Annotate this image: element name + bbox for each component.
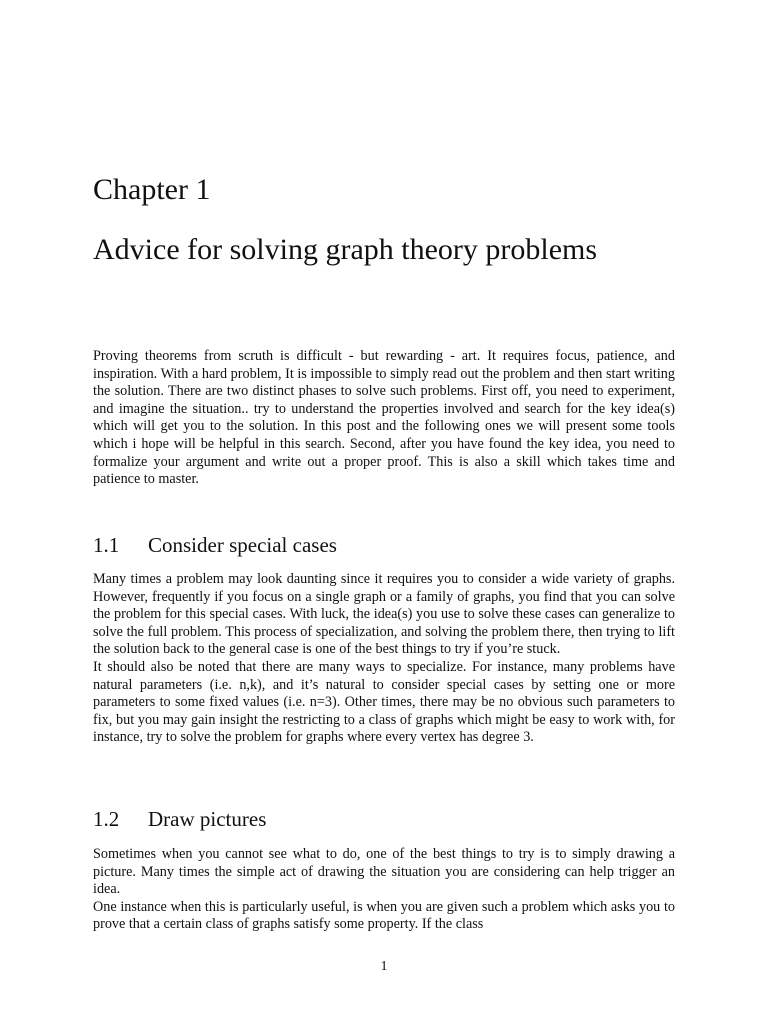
section-heading-1-1 [93,532,337,558]
intro-paragraph-block [93,348,675,489]
paragraph: One instance when this is particularly useful, is when you are given such a problem which asks you to prove that a certain class of graphs satisfy some property. If the class [93,898,675,933]
section-number: 1.2 [93,807,120,831]
page-number: 1 [380,959,388,974]
section-title: Draw pictures [148,807,267,831]
chapter-label: Chapter 1 [93,173,211,206]
paragraph: It should also be noted that there are many ways to specialize. For instance, many problems have natural parameters (i.e. n,k), and it’s natural to consider special cases by setting one or more parameters to some fixed values (i.e. n=3). Other times, there may be no obvious such parameters to fix, but you may gain insight the restricting to a class of graphs which might be easy to work with, for instance, try to solve the problem for graphs where every vertex has degree 3. [93,658,675,746]
paragraph: Sometimes when you cannot see what to do, one of the best things to try is to simply drawing a picture. Many times the simple act of drawing the situation you are considering can help trigger an idea. [93,846,675,898]
section-1-1-body [93,571,675,747]
intro-paragraph: Proving theorems from scruth is difficult - but rewarding - art. It requires focus, patience, and inspiration. With a hard problem, It is impossible to simply read out the problem and then start writing the solution. There are two distinct phases to solve such problems. First off, you need to experiment, and imagine the situation.. try to understand the properties involved and search for the key idea(s) which will get you to the solution. In this post and the following ones we will present some tools which i hope will be helpful in this search. Second, after you have found the key idea, you need to formalize your argument and write out a proper proof. This is also a skill which takes time and patience to master. [93,348,675,488]
paragraph: Many times a problem may look daunting since it requires you to consider a wide variety of graphs. However, frequently if you focus on a single graph or a family of graphs, you find that you can solve the problem for this special cases. With luck, the idea(s) you use to solve these cases can generalize to solve the full problem. This process of specialization, and solving the problem there, then trying to lift the solution back to the general case is one of the best things to try if you’re stuck. [93,571,675,658]
section-1-2-body [93,846,675,934]
section-title: Consider special cases [148,533,337,557]
section-heading-1-2 [93,806,266,832]
section-number: 1.1 [93,533,120,557]
chapter-title: Advice for solving graph theory problems [93,233,598,266]
